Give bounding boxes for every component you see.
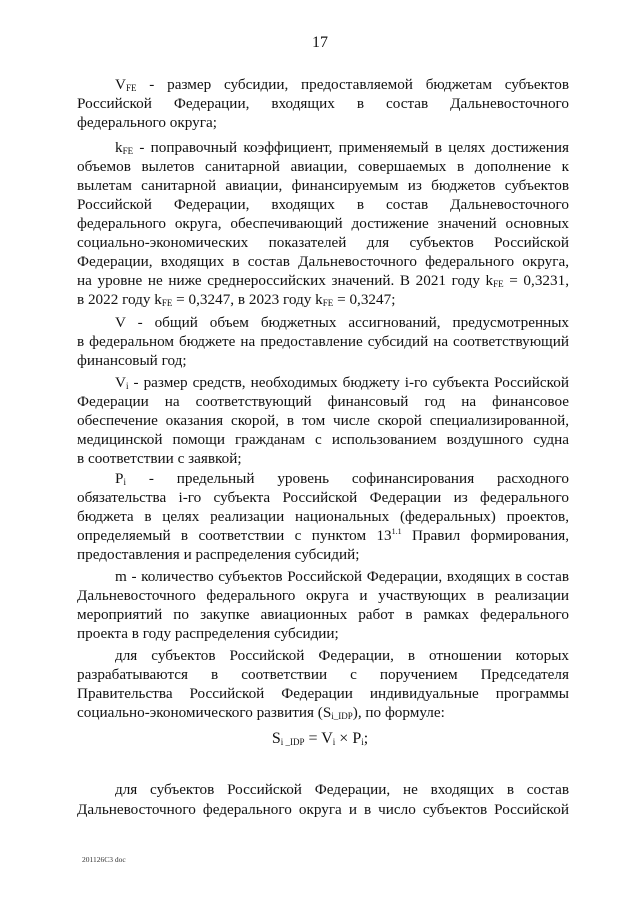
- text-line-l35: Дальневосточного федерального округа и в число субъектов Российской: [77, 801, 569, 818]
- text-line-l33: социально-экономического развития $(S_{i\_IDP})$, по формуле:: [77, 704, 445, 721]
- text-line-l28: мероприятий по закупке авиационных работ в рамках федерального: [77, 606, 569, 623]
- text-line-l14: в федеральном бюджете на предоставление субсидий на соответствующий: [77, 333, 569, 350]
- text-line-l27: Дальневосточного федерального округа и участвующих в реализации: [77, 587, 569, 604]
- text-line-l30: для субъектов Российской Федерации, в отношении которых: [115, 647, 569, 664]
- text-line-l9: социально-экономических показателей для субъектов Российской: [77, 234, 569, 251]
- text-line-l34: для субъектов Российской Федерации, не входящих в состав: [115, 781, 569, 798]
- text-line-l16: $V_i$ - размер средств, необходимых бюджету i-го субъекта Российской: [115, 374, 569, 391]
- text-line-l2: Российской Федерации, входящих в состав Дальневосточного: [77, 95, 569, 112]
- text-line-l11: на уровне не ниже среднероссийских значений. В 2021 году $k_{FE} = 0,3231$,: [77, 272, 569, 289]
- text-line-l24: определяемый в соответствии с пунктом $13^{1.1}$ Правил формирования,: [77, 527, 569, 544]
- footer-file-code: 201126C3 doc: [82, 855, 126, 864]
- text-line-l23: бюджета в целях реализации национальных (федеральных) проектов,: [77, 508, 569, 525]
- text-line-l29: проекта в году распределения субсидии;: [77, 625, 339, 642]
- text-line-l25: предоставления и распределения субсидий;: [77, 546, 360, 563]
- text-line-l20: в соответствии с заявкой;: [77, 450, 242, 467]
- text-line-l4: $k_{FE}$ - поправочный коэффициент, применяемый в целях достижения: [115, 139, 569, 156]
- text-line-l10: Федерации, входящих в состав Дальневосточного федерального округа,: [77, 253, 569, 270]
- text-line-l5: объемов вылетов санитарной авиации, совершаемых в дополнение к: [77, 158, 569, 175]
- page-number: 17: [312, 34, 328, 51]
- text-line-l17: Федерации на соответствующий финансовый год на финансовое: [77, 393, 569, 410]
- text-line-l15: финансовый год;: [77, 352, 187, 369]
- text-line-l3: федерального округа;: [77, 114, 217, 131]
- text-line-l26: m - количество субъектов Российской Федерации, входящих в состав: [115, 568, 569, 585]
- text-line-l32: Правительства Российской Федерации индивидуальные программы: [77, 685, 569, 702]
- text-line-l1: $V_{FE}$ - размер субсидии, предоставляемой бюджетам субъектов: [115, 76, 569, 93]
- text-line-l13: V - общий объем бюджетных ассигнований, предусмотренных: [115, 314, 569, 331]
- text-line-l8: федерального округа, обеспечивающий достижение значений основных: [77, 215, 569, 232]
- text-line-l19: медицинской помощи гражданам с использованием воздушного судна: [77, 431, 569, 448]
- text-line-l12: в 2022 году $k_{FE} = 0,3247$, в 2023 году $k_{FE} = 0,3247$;: [77, 291, 396, 308]
- text-line-l31: разрабатываются в соответствии с поручением Председателя: [77, 666, 569, 683]
- text-line-l6: вылетам санитарной авиации, финансируемым из бюджетов субъектов: [77, 177, 569, 194]
- formula: $S_{i \_IDP} = V_i \times P_i$;: [271, 730, 369, 747]
- text-line-l21: $P_i$ - предельный уровень софинансирования расходного: [115, 470, 569, 487]
- text-line-l22: обязательства i-го субъекта Российской Федерации из федерального: [77, 489, 569, 506]
- text-line-l7: Российской Федерации, входящих в состав Дальневосточного: [77, 196, 569, 213]
- text-line-l18: обеспечение оказания скорой, в том числе скорой специализированной,: [77, 412, 569, 429]
